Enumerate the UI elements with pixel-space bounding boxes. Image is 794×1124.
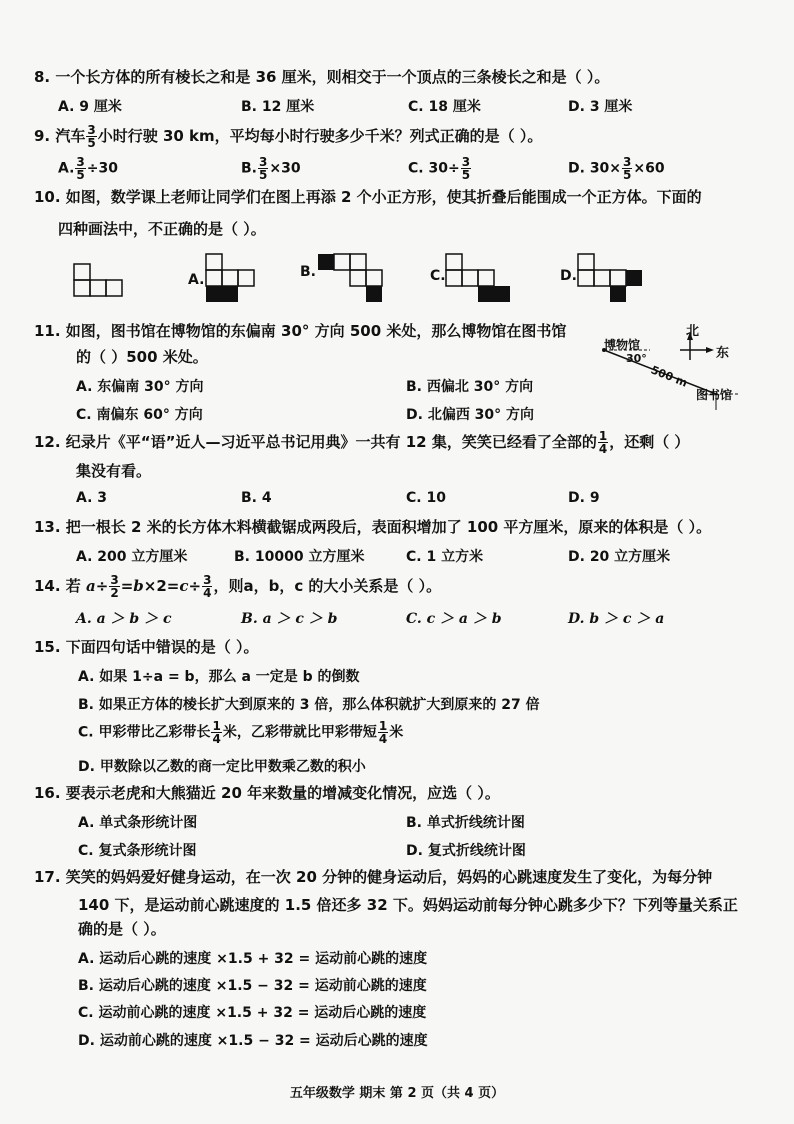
question-17-line2: 140 下，是运动前心跳速度的 1.5 倍还多 32 下。妈妈运动前每分钟心跳多少下？下列等量关系正 xyxy=(78,896,738,914)
q10-label-a: A. xyxy=(188,272,205,288)
q15-option-d[interactable]: D. 甲数除以乙数的商一定比甲数乘乙数的积小 xyxy=(78,759,366,775)
map-museum-label: 博物馆 xyxy=(604,338,641,352)
net-option-a[interactable] xyxy=(206,254,254,302)
q14-option-c[interactable]: C. c ＞ a ＞ b xyxy=(406,611,502,627)
net-option-b[interactable] xyxy=(318,254,382,302)
question-12-line1: 12. 纪录片《平“语”近人—习近平总书记用典》一共有 12 集，笑笑已经看了全部的 $\frac{1}{4}$ ，还剩（ ） xyxy=(34,429,690,456)
q8-option-a[interactable]: A. 9 厘米 xyxy=(58,99,122,115)
q9-option-b[interactable]: B. $\frac{3}{5}$ ×30 xyxy=(241,155,301,182)
question-17-line3: 确的是（ ）。 xyxy=(78,920,166,938)
q13-option-d[interactable]: D. 20 立方厘米 xyxy=(568,549,671,565)
q17-option-a[interactable]: A. 运动后心跳的速度 ×1.5 + 32 = 运动前心跳的速度 xyxy=(78,951,428,967)
q12-option-b[interactable]: B. 4 xyxy=(241,490,272,506)
q15-option-b[interactable]: B. 如果正方体的棱长扩大到原来的 3 倍，那么体积就扩大到原来的 27 倍 xyxy=(78,697,540,713)
q14-option-b[interactable]: B. a ＞ c ＞ b xyxy=(241,611,338,627)
q9-option-a[interactable]: A. $\frac{3}{5}$ ÷30 xyxy=(58,155,118,182)
question-11-line2: 的（ ）500 米处。 xyxy=(76,348,208,366)
q10-net-figures xyxy=(70,250,750,310)
net-base xyxy=(74,264,122,296)
map-angle-label: 30° xyxy=(626,352,647,365)
q8-option-b[interactable]: B. 12 厘米 xyxy=(241,99,315,115)
q10-label-d: D. xyxy=(560,268,577,284)
q9-option-c[interactable]: C. 30÷ $\frac{3}{5}$ xyxy=(408,155,471,182)
q10-label-c: C. xyxy=(430,268,446,284)
map-distance-label: 500 m xyxy=(648,363,690,390)
fraction: $\frac{1}{4}$ xyxy=(598,429,608,456)
q11-option-b[interactable]: B. 西偏北 30° 方向 xyxy=(406,379,534,395)
q10-label-b: B. xyxy=(300,264,316,280)
question-8: 8. 一个长方体的所有棱长之和是 36 厘米，则相交于一个顶点的三条棱长之和是（ ）。 xyxy=(34,68,610,86)
q16-option-a[interactable]: A. 单式条形统计图 xyxy=(78,815,198,831)
q9-option-d[interactable]: D. 30× $\frac{3}{5}$ ×60 xyxy=(568,155,665,182)
q11-option-d[interactable]: D. 北偏西 30° 方向 xyxy=(406,407,535,423)
q13-option-b[interactable]: B. 10000 立方厘米 xyxy=(234,549,365,565)
question-10-line1: 10. 如图，数学课上老师让同学们在图上再添 2 个小正方形，使其折叠后能围成一个正方体。下面的 xyxy=(34,188,702,206)
q8-option-c[interactable]: C. 18 厘米 xyxy=(408,99,481,115)
q16-option-d[interactable]: D. 复式折线统计图 xyxy=(406,843,526,859)
map-library-label: 图书馆 xyxy=(696,388,733,402)
q11-option-a[interactable]: A. 东偏南 30° 方向 xyxy=(76,379,204,395)
q14-option-d[interactable]: D. b ＞ c ＞ a xyxy=(568,611,665,627)
q8-option-d[interactable]: D. 3 厘米 xyxy=(568,99,633,115)
net-option-d[interactable] xyxy=(578,254,642,302)
q16-option-b[interactable]: B. 单式折线统计图 xyxy=(406,815,525,831)
question-11-line1: 11. 如图，图书馆在博物馆的东偏南 30° 方向 500 米处，那么博物馆在图书馆 xyxy=(34,322,567,340)
map-north-label: 北 xyxy=(686,324,700,339)
question-14: 14. 若 a÷ $\frac{3}{2}$ =b×2=c÷ $\frac{3}{4}$ ，则a，b，c 的大小关系是（ ）。 xyxy=(34,573,442,600)
fraction: $\frac{3}{5}$ xyxy=(87,123,96,150)
q14-option-a[interactable]: A. a ＞ b ＞ c xyxy=(76,611,172,627)
question-12-line2: 集没有看。 xyxy=(76,462,152,480)
net-option-c[interactable] xyxy=(446,254,510,302)
q13-option-a[interactable]: A. 200 立方厘米 xyxy=(76,549,188,565)
question-15: 15. 下面四句话中错误的是（ ）。 xyxy=(34,638,259,656)
q16-option-c[interactable]: C. 复式条形统计图 xyxy=(78,843,197,859)
q12-option-d[interactable]: D. 9 xyxy=(568,490,600,506)
q12-option-c[interactable]: C. 10 xyxy=(406,490,446,506)
q15-option-a[interactable]: A. 如果 1÷a = b，那么 a 一定是 b 的倒数 xyxy=(78,669,360,685)
question-13: 13. 把一根长 2 米的长方体木料横截锯成两段后，表面积增加了 100 平方厘米，原来的体积是（ ）。 xyxy=(34,518,712,536)
q17-option-c[interactable]: C. 运动前心跳的速度 ×1.5 + 32 = 运动后心跳的速度 xyxy=(78,1005,427,1021)
q17-option-b[interactable]: B. 运动后心跳的速度 ×1.5 − 32 = 运动前心跳的速度 xyxy=(78,978,427,994)
page-footer: 五年级数学 期末 第 2 页（共 4 页） xyxy=(289,1086,505,1101)
question-9: 9. 汽车 $\frac{3}{5}$ 小时行驶 30 km，平均每小时行驶多少千米？列式正确的是（ ）。 xyxy=(34,123,543,150)
question-10-line2: 四种画法中，不正确的是（ ）。 xyxy=(58,220,266,238)
question-16: 16. 要表示老虎和大熊猫近 20 年来数量的增减变化情况，应选（ ）。 xyxy=(34,784,500,802)
q12-option-a[interactable]: A. 3 xyxy=(76,490,108,506)
question-17-line1: 17. 笑笑的妈妈爱好健身运动，在一次 20 分钟的健身运动后，妈妈的心跳速度发生了变化，为每分钟 xyxy=(34,868,713,886)
q15-option-c[interactable]: C. 甲彩带比乙彩带长 $\frac{1}{4}$ 米，乙彩带就比甲彩带短 $\frac{1}{4}$ 米 xyxy=(78,719,404,746)
q17-option-d[interactable]: D. 运动前心跳的速度 ×1.5 − 32 = 运动后心跳的速度 xyxy=(78,1033,428,1049)
q13-option-c[interactable]: C. 1 立方米 xyxy=(406,549,484,565)
q11-option-c[interactable]: C. 南偏东 60° 方向 xyxy=(76,407,203,423)
map-east-label: 东 xyxy=(716,346,730,361)
